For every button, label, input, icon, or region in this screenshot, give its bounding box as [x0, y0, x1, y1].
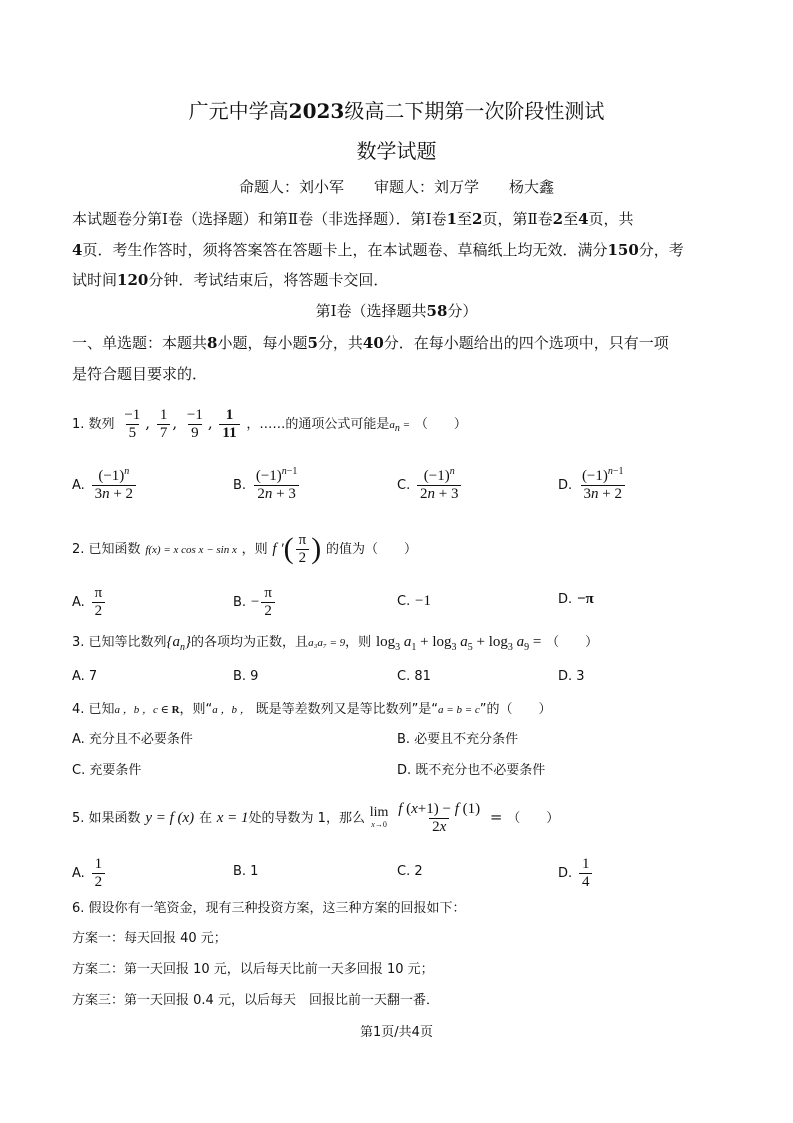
question-2-stem: 2. 已知函数 f(x) = x cos x − sin x ，则 f ′( $\frac{\pi}{2}$ ) 的值为（ ） [72, 531, 417, 566]
q6-plan-2: 方案二：第一天回报 10 元，以后每天比前一天多回报 10 元； [72, 962, 434, 977]
q1-term-1: $\frac{-1}{5}$ [124, 406, 141, 441]
q4-option-c: C. 充要条件 [72, 763, 142, 778]
q1-option-b: B. $\frac{(-1)^{n-1}}{2n + 3}$ [233, 465, 298, 502]
q2-option-a: A. $\frac{\pi}{2}$ [72, 580, 107, 622]
q3-option-c: C. 81 [397, 669, 431, 684]
q5-option-c: C. 2 [397, 864, 423, 879]
q2-option-d: D. −π [558, 591, 594, 607]
question-6-stem: 6. 假设你有一笔资金，现有三种投资方案，这三种方案的回报如下： [72, 901, 466, 916]
q5-option-b: B. 1 [233, 864, 259, 879]
exam-title [0, 98, 793, 124]
question-5-stem: 5. 如果函数 y = f (x) 在 x = 1处的导数为 1，那么 lim x→0 $\frac{f (x+1) - f (1)}{2x}$ = （ ） [72, 800, 560, 835]
exam-subtitle: 数学试题 [356, 139, 437, 163]
q2-option-b: B. − $\frac{\pi}{2}$ [233, 580, 277, 622]
intro-line-3: 试时间120分钟．考试结束后，将答题卡交回． [72, 271, 389, 289]
q4-option-a: A. 充分且不必要条件 [72, 732, 193, 747]
page-footer: 第1页/共4页 [360, 1025, 433, 1040]
q3-option-d: D. 3 [558, 669, 585, 684]
q5-option-a: A. $\frac{1}{2}$ [72, 852, 107, 892]
section-desc-1: 一、单选题：本题共8小题，每小题5分，共40分．在每小题给出的四个选项中，只有一项 [72, 334, 669, 352]
q2-option-c: C. −1 [397, 593, 431, 609]
question-3-stem: 3. 已知等比数列$\{a_n\}$的各项均为正数，且a₃a₇ = 9，则 $\log_3 a_1 + \log_3 a_5 + \log_3 a_9$ = （ ） [72, 634, 599, 653]
question-1-stem: 1. 数列 $\frac{-1}{5}$ , $\frac{1}{7}$ , $\frac{-1}{9}$ , $\frac{1}{11}$ ，……的通项公式可能是$a_n$ = （ ） [72, 406, 467, 441]
q1-option-a: A. $\frac{(-1)^n}{3n + 2}$ [72, 462, 138, 506]
q2-function: f(x) = x cos x − sin x [145, 544, 237, 556]
q4-option-b: B. 必要且不充分条件 [397, 732, 519, 747]
q1-term-4: $\frac{1}{11}$ [219, 407, 239, 442]
q5-option-d: D. $\frac{1}{4}$ [558, 852, 594, 892]
title-year: 2023 [288, 99, 345, 123]
q6-plan-1: 方案一：每天回报 40 元； [72, 931, 227, 946]
title-prefix: 广元中学高 [188, 99, 289, 123]
q6-plan-3: 方案三：第一天回报 0.4 元，以后每天 回报比前一天翻一番． [72, 993, 439, 1008]
intro-line-1: 本试题卷分第Ⅰ卷（选择题）和第Ⅱ卷（非选择题）．第Ⅰ卷1至2页，第Ⅱ卷2至4页，共 [72, 210, 634, 228]
q4-option-d: D. 既不充分也不必要条件 [397, 763, 546, 778]
q1-term-2: $\frac{1}{7}$ [157, 407, 171, 442]
title-suffix: 级高二下期第一次阶段性测试 [344, 99, 605, 123]
question-4-stem: 4. 已知a ，b ，c ∈ R，则“a ，b ， 既是等差数列又是等比数列”是“a = b = c”的（ ） [72, 702, 552, 717]
section-heading: 第Ⅰ卷（选择题共58分） [315, 302, 478, 320]
exam-authors: 命题人：刘小军 审题人：刘万学 杨大鑫 [238, 178, 554, 196]
q1-option-d: D. $\frac{(-1)^{n-1}}{3n + 2}$ [558, 465, 624, 502]
q1-option-c: C. $\frac{(-1)^n}{2n + 3}$ [397, 462, 463, 506]
q3-option-a: A. 7 [72, 669, 98, 684]
q3-option-b: B. 9 [233, 669, 259, 684]
section-desc-2: 是符合题目要求的． [72, 365, 208, 383]
q1-term-3: $\frac{-1}{9}$ [186, 406, 203, 441]
intro-line-2: 4页．考生作答时，须将答案答在答题卡上，在本试题卷、草稿纸上均无效．满分150分，考 [72, 241, 684, 259]
